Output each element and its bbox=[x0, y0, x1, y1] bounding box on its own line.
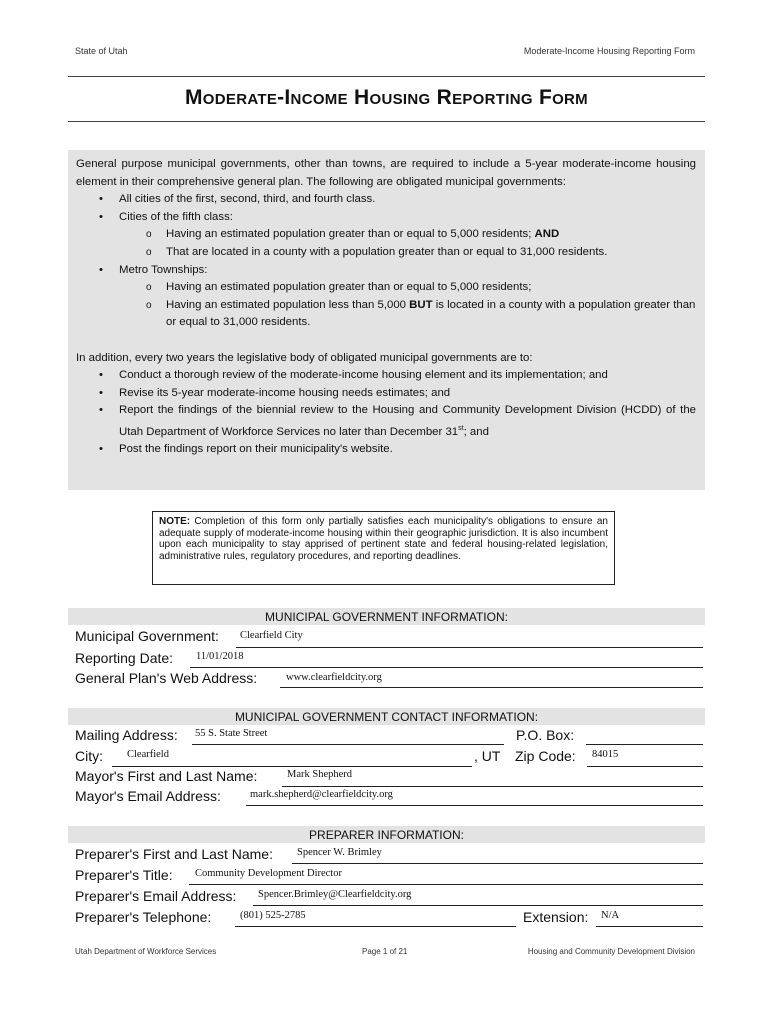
title-rule bbox=[68, 121, 705, 122]
zip-code-value[interactable]: 84015 bbox=[592, 749, 619, 760]
preparer-email-field[interactable] bbox=[253, 905, 703, 906]
zip-code-label: Zip Code: bbox=[515, 748, 576, 764]
po-box-label: P.O. Box: bbox=[516, 727, 575, 743]
preparer-name-label: Preparer's First and Last Name: bbox=[75, 846, 273, 862]
web-address-field[interactable] bbox=[280, 687, 703, 688]
city-value[interactable]: Clearfield bbox=[127, 749, 169, 760]
preparer-name-value[interactable]: Spencer W. Brimley bbox=[297, 847, 382, 858]
preparer-email-value[interactable]: Spencer.Brimley@Clearfieldcity.org bbox=[258, 889, 412, 900]
header-state: State of Utah bbox=[75, 46, 128, 56]
footer-division: Housing and Community Development Division bbox=[527, 947, 695, 956]
mailing-address-value[interactable]: 55 S. State Street bbox=[195, 728, 268, 739]
preparer-phone-value[interactable]: (801) 525-2785 bbox=[240, 910, 306, 921]
intro-box bbox=[68, 150, 705, 490]
section-heading-preparer: PREPARER INFORMATION: bbox=[68, 826, 705, 843]
section-heading-contact: MUNICIPAL GOVERNMENT CONTACT INFORMATION: bbox=[68, 708, 705, 725]
list-item-text: is located in a county with a population greater than or equal to 31,000 residents. bbox=[166, 298, 696, 329]
list-item: • All cities of the first, second, third, and fourth class. bbox=[76, 191, 696, 209]
reporting-date-field[interactable] bbox=[190, 667, 703, 668]
list-item: o That are located in a county with a population greater than or equal to 31,000 residents. bbox=[76, 244, 696, 262]
list-item-emphasis: AND bbox=[534, 228, 560, 241]
preparer-title-value[interactable]: Community Development Director bbox=[195, 868, 342, 879]
list-item-emphasis: BUT bbox=[409, 298, 433, 311]
section-heading-municipal: MUNICIPAL GOVERNMENT INFORMATION: bbox=[68, 608, 705, 625]
reporting-date-value[interactable]: 11/01/2018 bbox=[196, 651, 244, 662]
page-number: Page 1 of 21 bbox=[362, 947, 408, 956]
preparer-phone-label: Preparer's Telephone: bbox=[75, 909, 212, 925]
list-item: • Revise its 5-year moderate-income housing needs estimates; and bbox=[76, 385, 696, 403]
preparer-phone-field[interactable] bbox=[235, 926, 516, 927]
intro-paragraph: General purpose municipal governments, other than towns, are required to include a 5-year moderate-income housing element in their comprehensive general plan. The following are obligated municipal governments: bbox=[76, 158, 696, 188]
preparer-name-field[interactable] bbox=[292, 863, 703, 864]
list-item-text: Having an estimated population less than 5,000 bbox=[166, 298, 410, 311]
mayor-name-value[interactable]: Mark Shepherd bbox=[287, 769, 353, 780]
po-box-field[interactable] bbox=[586, 744, 703, 745]
mayor-email-value[interactable]: mark.shepherd@clearfieldcity.org bbox=[250, 789, 393, 800]
municipal-government-field[interactable] bbox=[236, 647, 703, 648]
list-item: • Cities of the fifth class: bbox=[76, 209, 696, 227]
page-title bbox=[68, 86, 705, 110]
city-label: City: bbox=[75, 748, 103, 764]
mailing-address-field[interactable] bbox=[192, 744, 504, 745]
note-label: NOTE: bbox=[159, 516, 191, 527]
list-item bbox=[76, 226, 696, 244]
extension-label: Extension: bbox=[523, 909, 589, 925]
web-address-label: General Plan's Web Address: bbox=[75, 670, 258, 686]
reporting-date-label: Reporting Date: bbox=[75, 650, 174, 666]
list-item: • Conduct a thorough review of the moderate-income housing element and its implementation; and bbox=[76, 367, 696, 385]
header-form-name: Moderate-Income Housing Reporting Form bbox=[523, 46, 695, 56]
city-field[interactable] bbox=[112, 766, 472, 767]
preparer-title-label: Preparer's Title: bbox=[75, 867, 173, 883]
mailing-address-label: Mailing Address: bbox=[75, 727, 178, 743]
mayor-name-label: Mayor's First and Last Name: bbox=[75, 768, 258, 784]
mayor-email-field[interactable] bbox=[246, 805, 703, 806]
title-text: Moderate-Income Housing Reporting Form bbox=[185, 86, 588, 109]
mayor-email-label: Mayor's Email Address: bbox=[75, 788, 221, 804]
list-item: • Post the findings report on their municipality's website. bbox=[76, 441, 696, 459]
list-item bbox=[76, 402, 696, 441]
note-box bbox=[152, 511, 615, 585]
list-item-text: ; and bbox=[463, 425, 489, 438]
municipal-government-value[interactable]: Clearfield City bbox=[240, 630, 303, 641]
list-item-text: Report the findings of the biennial review to the Housing and Community Development Division (HCDD) of the Utah Department of Workforce Services no later than December 31 bbox=[119, 404, 696, 438]
mayor-name-field[interactable] bbox=[282, 786, 703, 787]
footer-department: Utah Department of Workforce Services bbox=[75, 947, 217, 956]
list-item: o Having an estimated population greater than or equal to 5,000 residents; bbox=[76, 279, 696, 297]
municipal-government-label: Municipal Government: bbox=[75, 628, 219, 644]
list-item: • Metro Townships: bbox=[76, 262, 696, 280]
zip-code-field[interactable] bbox=[587, 766, 703, 767]
extension-field[interactable] bbox=[596, 926, 703, 927]
list-item bbox=[76, 297, 696, 332]
web-address-value[interactable]: www.clearfieldcity.org bbox=[286, 672, 382, 683]
header-rule bbox=[68, 76, 705, 77]
list-item-superscript: st bbox=[458, 424, 464, 432]
preparer-email-label: Preparer's Email Address: bbox=[75, 888, 237, 904]
state-text: , UT bbox=[474, 748, 501, 764]
note-text: Completion of this form only partially satisfies each municipality's obligations to ensure an adequate supply of moderate-income housing within their geographic jurisdiction. It is also incumbent upon each municipality to stay apprised of pertinent state and federal housing-related legislation, administrative rules, regulatory procedures, and reporting deadlines. bbox=[159, 516, 608, 562]
intro-paragraph: In addition, every two years the legislative body of obligated municipal governments are to: bbox=[76, 351, 533, 364]
preparer-title-field[interactable] bbox=[189, 884, 703, 885]
list-item-text: Having an estimated population greater than or equal to 5,000 residents; bbox=[166, 228, 535, 241]
extension-value[interactable]: N/A bbox=[601, 910, 620, 921]
